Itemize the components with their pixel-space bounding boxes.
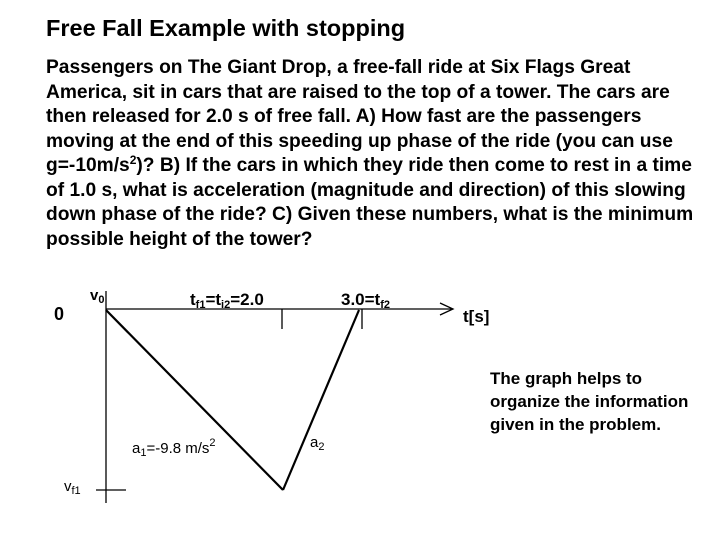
- velocity-axis-label: [90, 287, 104, 304]
- tick-label-t2-a: 3.0=t: [341, 290, 381, 309]
- final-velocity-label-v: v: [64, 478, 72, 495]
- acceleration-1-label-a-sub: 1: [140, 447, 147, 459]
- velocity-axis-label-sub: 0: [98, 294, 105, 306]
- final-velocity-label-sub: f1: [71, 485, 81, 497]
- acceleration-2-label-a-sub: 2: [318, 441, 325, 453]
- tick-label-t1: [190, 290, 264, 310]
- acceleration-1-label-b-sup: 2: [209, 437, 216, 449]
- tick-label-t1-a-sub: f1: [195, 299, 206, 311]
- acceleration-1-label-b: =-9.8 m/s: [146, 440, 210, 457]
- tick-label-t1-b-sub: i2: [221, 299, 231, 311]
- tick-label-t2: [341, 290, 390, 310]
- velocity-axis-label-v: v: [90, 287, 99, 304]
- acceleration-2-label: [310, 434, 324, 451]
- tick-label-t1-c: =2.0: [230, 290, 264, 309]
- tick-label-t2-a-sub: f2: [380, 299, 391, 311]
- problem-text-part2: )? B) If the cars in which they ride then come to rest in a time of 1.0 s, what is acceleration (magnitude and direction) of this slowing down phase of the ride? C) Given these numbers, what is the minimum possible height of the tower?: [46, 155, 694, 250]
- acceleration-1-label-a: a: [132, 440, 141, 457]
- segment-slowing-down: [283, 310, 359, 490]
- problem-text-superscript: 2: [129, 153, 137, 167]
- slide-title: Free Fall Example with stopping: [46, 15, 406, 41]
- acceleration-1-label: [132, 437, 216, 459]
- time-axis-label: t[s]: [463, 307, 490, 326]
- acceleration-2-label-a: a: [310, 434, 319, 451]
- zero-label: 0: [54, 304, 65, 324]
- problem-text-part1: Passengers on The Giant Drop, a free-fall ride at Six Flags Great America, sit in cars that are raised to the top of a tower. The cars are then released for 2.0 s of free fall. A) How fast are the passengers moving at the end of this speeding up phase of the ride (you can use g=-10m/s: [46, 57, 673, 176]
- tick-label-t1-b: =t: [205, 290, 222, 309]
- segment-speeding-up: [106, 310, 283, 490]
- final-velocity-label: [64, 478, 81, 495]
- graph-note: The graph helps to organize the information given in the problem.: [490, 369, 689, 434]
- tick-label-t1-a: t: [190, 290, 196, 309]
